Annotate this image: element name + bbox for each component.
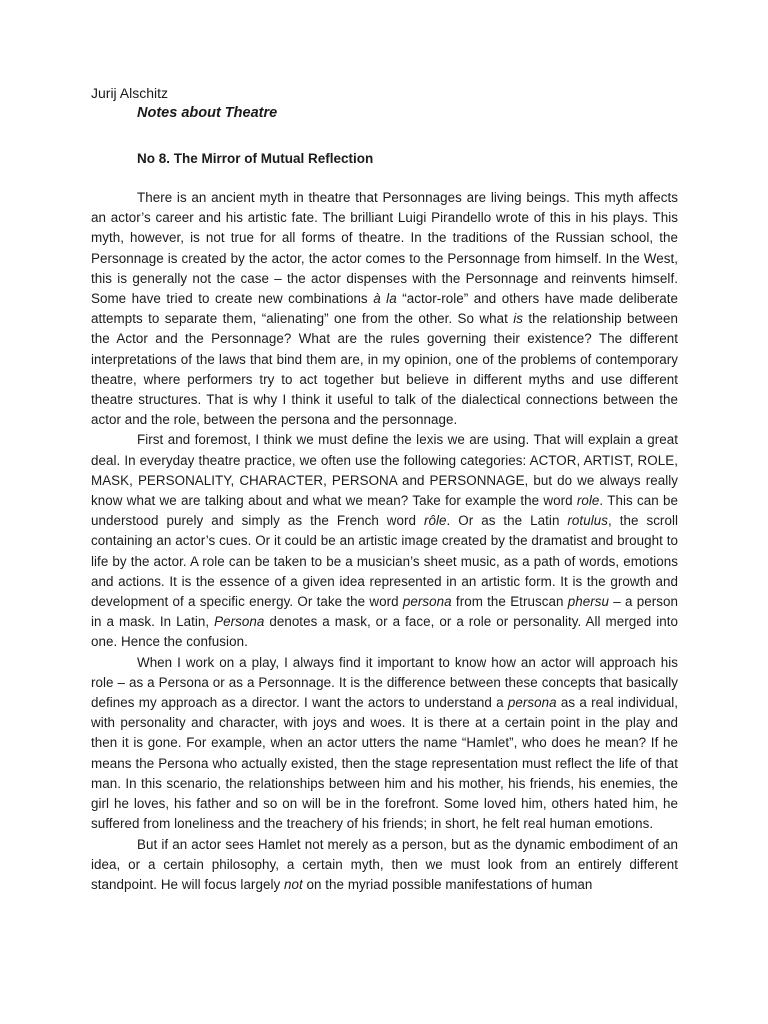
text-run: on the myriad possible manifestations of human: [302, 876, 593, 892]
italic-text-run: persona: [507, 695, 557, 711]
text-run: denotes a mask, or a face, or a role or personality. All merged into one. Hence the confusion.: [91, 614, 678, 650]
text-run: – a person in a mask. In Latin,: [91, 594, 678, 630]
document-page: [91, 84, 678, 895]
italic-text-run: à la: [373, 291, 397, 307]
italic-text-run: rôle: [423, 513, 447, 529]
italic-text-run: role: [576, 493, 600, 509]
text-run: But if an actor sees Hamlet not merely as a person, but as the dynamic embodiment of an idea, or a certain philosophy, a certain myth, then we must look from an entirely different standpoint. He will focus largely: [91, 836, 678, 892]
work-title: Notes about Theatre: [137, 105, 278, 121]
paragraph: [91, 430, 678, 652]
text-run: “actor-role” and others have made deliberate attempts to separate them, “alienating” one from the other. So what: [91, 291, 679, 327]
body-text: [91, 188, 678, 895]
text-run: When I work on a play, I always find it important to know how an actor will approach his role – as a Persona or as a Personnage. It is the difference between these concepts that basically defines my approach as a director. I want the actors to understand a: [91, 654, 678, 711]
italic-text-run: is: [513, 311, 524, 327]
text-run: First and foremost, I think we must define the lexis we are using. That will explain a great deal. In everyday theatre practice, we often use the following categories: ACTOR, ARTIST, ROLE, MASK, PERSONALITY, CHARACTER, PERSONA and PERSONNAGE, but do we always really know what we are talking about and what we mean? Take for example the word: [91, 432, 678, 509]
text-run: as a real individual, with personality and character, with joys and woes. It is there at a certain point in the play and then it is gone. For example, when an actor utters the name “Hamlet”, who does he mean? If he means the Persona who actually existed, then the stage representation must reflect the life of that man. In this scenario, the relationships between him and his mother, his friends, his enemies, the girl he loves, his father and so on will be in the forefront. Some loved him, others hated him, he suffered from loneliness and the treachery of his friends; in short, he felt real human emotions.: [91, 695, 679, 832]
italic-text-run: Persona: [214, 614, 265, 630]
italic-text-run: persona: [402, 594, 452, 610]
italic-text-run: rotulus: [567, 513, 608, 529]
text-run: . This can be understood purely and simply as the French word: [91, 493, 678, 529]
text-run: from the Etruscan: [451, 594, 568, 610]
text-run: , the scroll containing an actor’s cues. Or it could be an artistic image created by the dramatist and brought to life by the actor. A role can be taken to be a musician’s sheet music, as a path of words, emotions and actions. It is the essence of a given idea represented in an artistic form. It is the growth and development of a specific energy. Or take the word: [91, 513, 678, 610]
text-run: the relationship between the Actor and the Personnage? What are the rules governing their existence? The different interpretations of the laws that bind them are, in my opinion, one of the problems of contemporary theatre, where performers try to act together but believe in different myths and use different theatre structures. That is why I think it useful to talk of the dialectical connections between the actor and the role, between the persona and the personnage.: [91, 311, 678, 428]
italic-text-run: not: [283, 876, 303, 892]
text-run: There is an ancient myth in theatre that Personnages are living beings. This myth affects an actor’s career and his artistic fate. The brilliant Luigi Pirandello wrote of this in his plays. This myth, however, is not true for all forms of theatre. In the traditions of the Russian school, the Personnage is created by the actor, the actor comes to the Personnage from himself. In the West, this is generally not the case – the actor dispenses with the Personnage and reinvents himself. Some have tried to create new combinations: [91, 190, 678, 307]
chapter-title: No 8. The Mirror of Mutual Reflection: [137, 151, 374, 166]
paragraph: [91, 835, 678, 896]
text-run: . Or as the Latin: [446, 513, 568, 529]
paragraph: [91, 188, 678, 430]
author-name: Jurij Alschitz: [91, 85, 169, 101]
paragraph: [91, 653, 678, 835]
italic-text-run: phersu: [567, 594, 609, 610]
